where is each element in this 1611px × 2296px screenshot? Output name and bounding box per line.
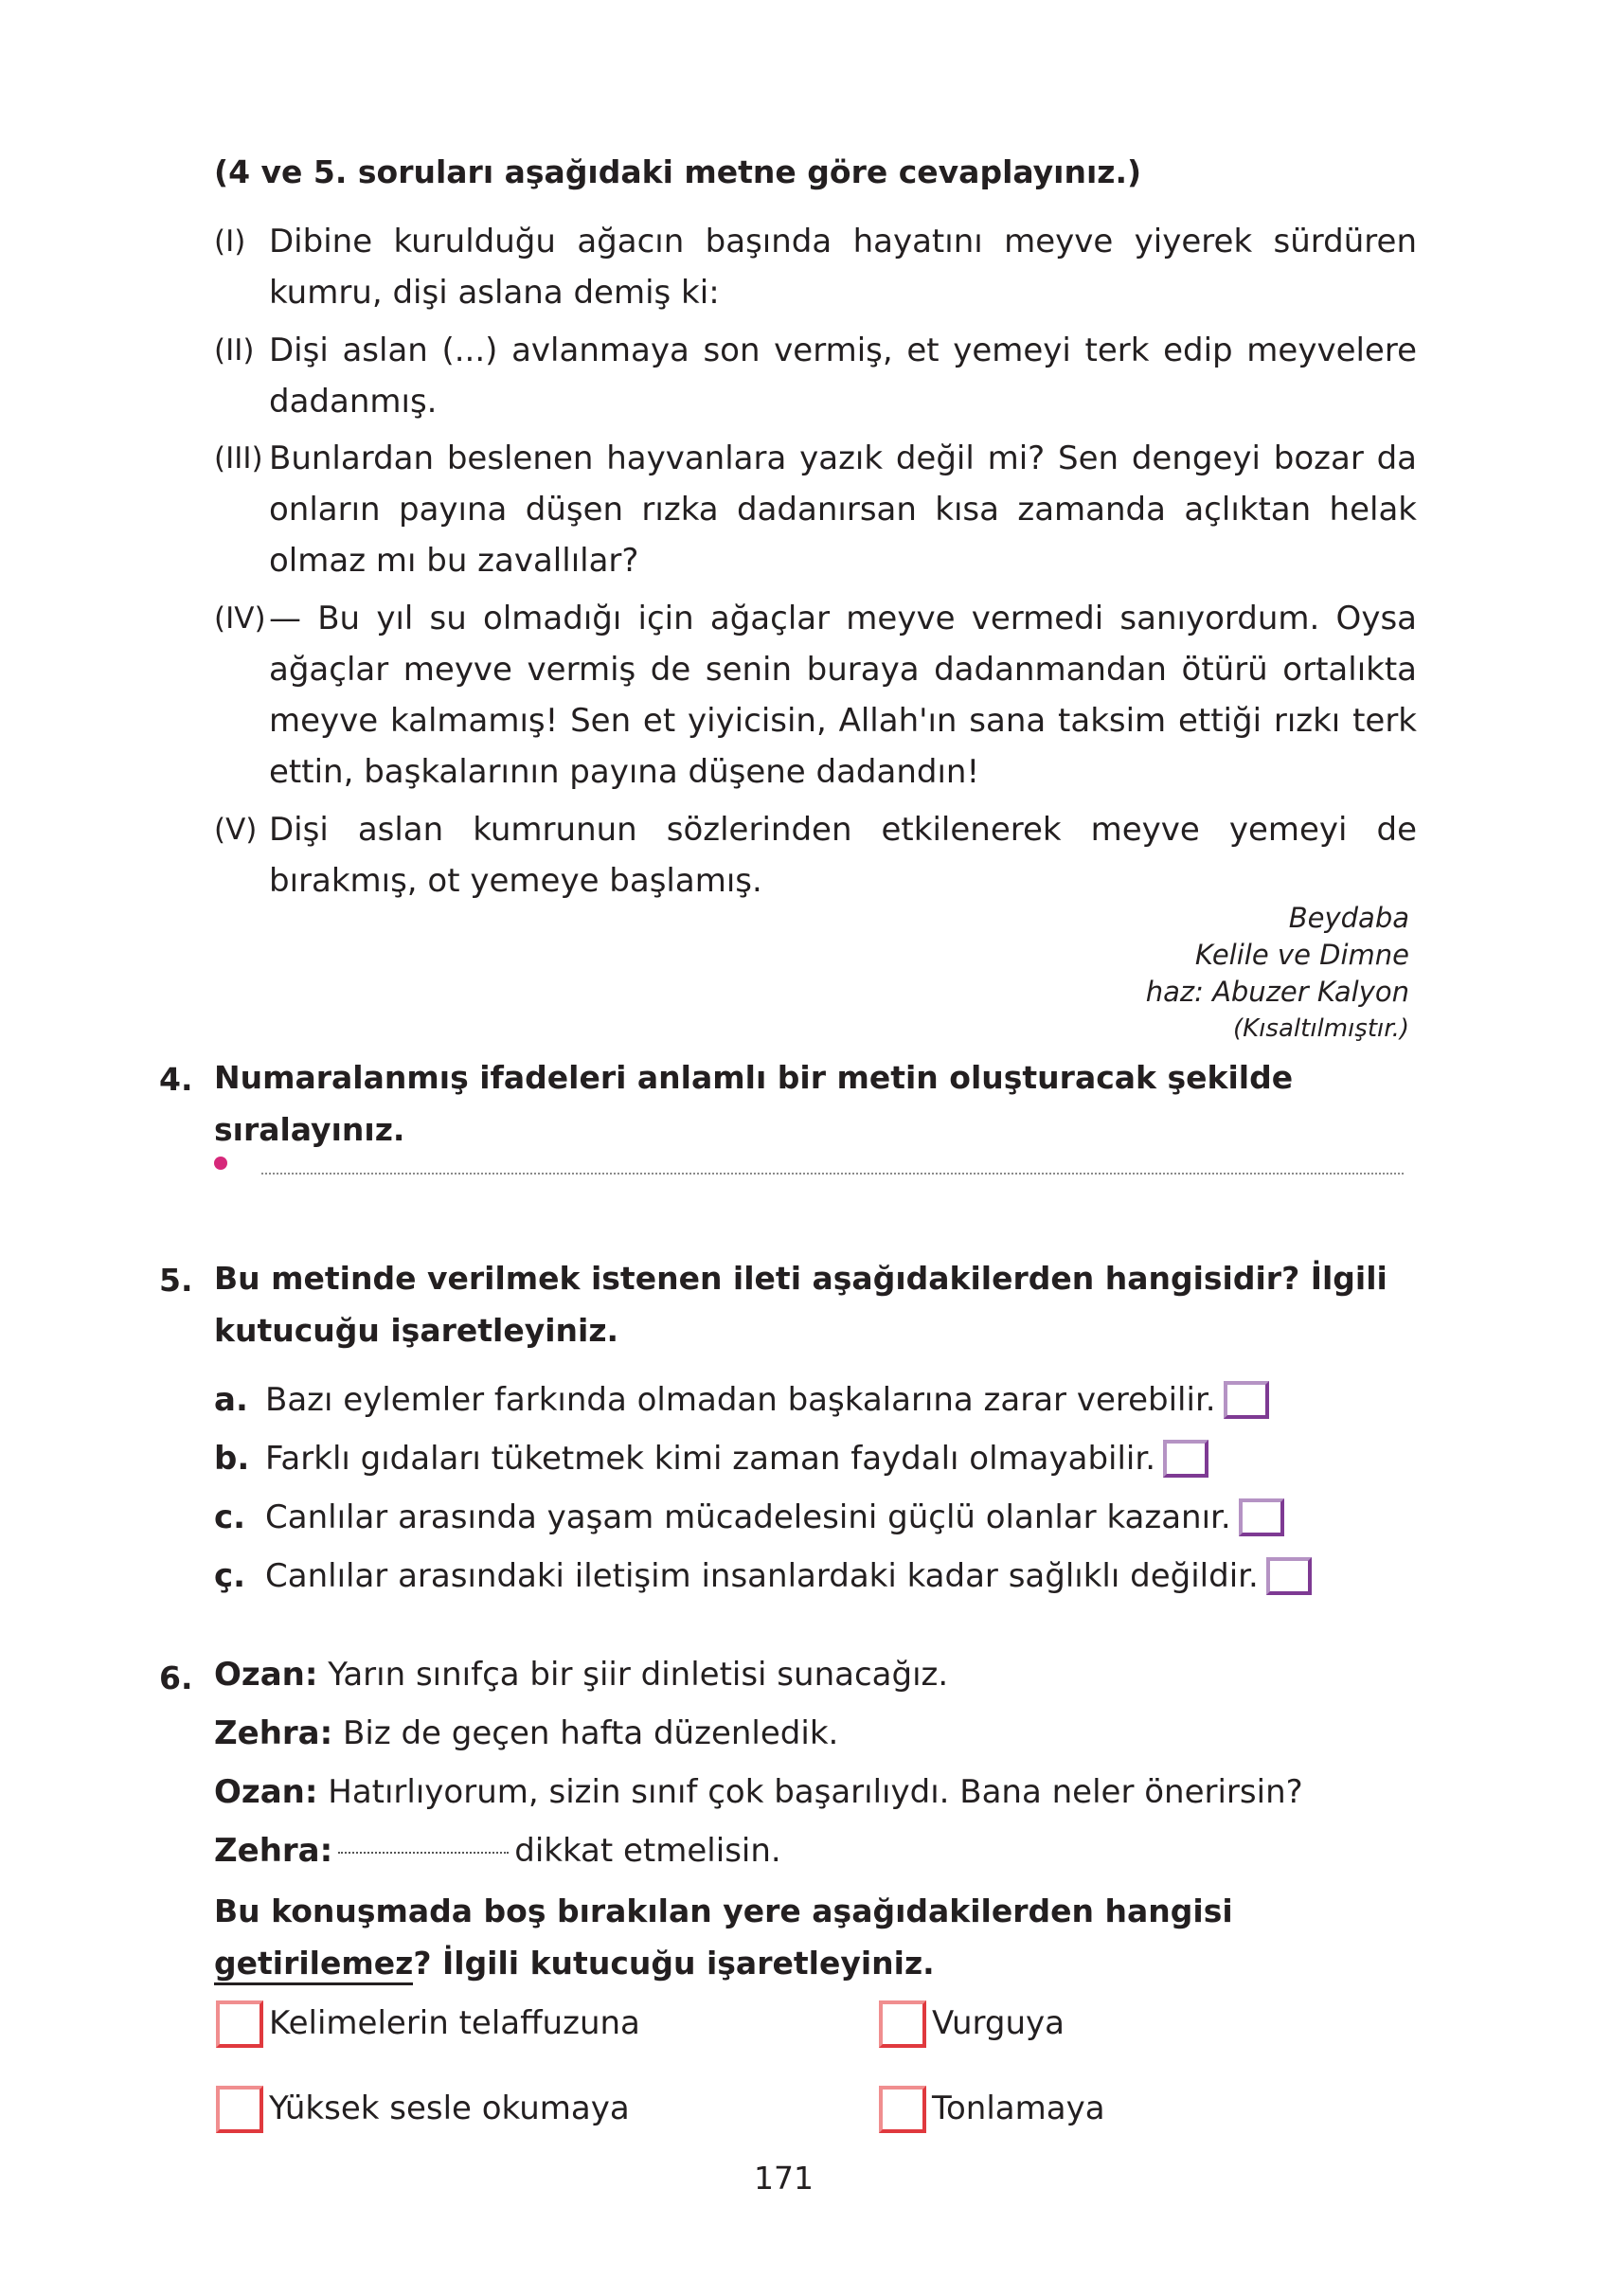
question-5-text: Bu metinde verilmek istenen ileti aşağıdakilerden hangisidir? İlgili kutucuğu işaretleyiniz.: [214, 1260, 1387, 1349]
option-b: [214, 1438, 1208, 1480]
speaker: Ozan:: [214, 1773, 318, 1811]
paragraph-number: (II): [214, 333, 255, 368]
paragraph-text: — Bu yıl su olmadığı için ağaçlar meyve vermedi sanıyordum. Oysa ağaçlar meyve vermiş de senin buraya dadanmandan ötürü ortalıkta meyve kalmamış! Sen et yiyicisin, Allah'ın sana taksim ettiği rızkı terk ettin, başkalarının payına düşene dadandın!: [269, 600, 1417, 791]
option-cc: [214, 1555, 1312, 1597]
source-editor: haz: Abuzer Kalyon: [1145, 976, 1409, 1008]
choice-2-label: Vurguya: [932, 2004, 1065, 2042]
question-4-number: 4.: [159, 1061, 193, 1098]
source-citation: [1146, 900, 1409, 1048]
question-6-text-before: Bu konuşmada boş bırakılan yere aşağıdakilerden hangisi: [214, 1892, 1233, 1929]
option-letter: ç.: [214, 1557, 246, 1595]
dialogue-text: Biz de geçen hafta düzenledik.: [343, 1714, 839, 1752]
option-text: Canlılar arasındaki iletişim insanlardaki kadar sağlıklı değildir.: [265, 1557, 1259, 1595]
option-cc-checkbox[interactable]: [1266, 1557, 1312, 1595]
option-a: [214, 1379, 1269, 1421]
paragraph-5: [214, 804, 1417, 906]
source-work: Kelile ve Dimne: [1194, 939, 1409, 971]
option-text: Farklı gıdaları tüketmek kimi zaman faydalı olmayabilir.: [265, 1440, 1156, 1478]
question-6-underlined: getirilemez: [214, 1945, 413, 1985]
blank-field[interactable]: [338, 1852, 509, 1854]
option-b-checkbox[interactable]: [1163, 1440, 1208, 1478]
dialogue-line-1: [214, 1654, 948, 1695]
option-a-checkbox[interactable]: [1224, 1381, 1269, 1419]
option-text: Bazı eylemler farkında olmadan başkalarına zarar verebilir.: [265, 1381, 1216, 1419]
source-author: Beydaba: [1288, 902, 1409, 934]
choice-3-checkbox[interactable]: [216, 2086, 263, 2133]
paragraph-number: (III): [214, 441, 263, 475]
paragraph-1: [214, 216, 1417, 318]
dialogue-text: Yarın sınıfça bir şiir dinletisi sunacağız.: [328, 1656, 949, 1694]
choice-4-checkbox[interactable]: [879, 2086, 926, 2133]
question-6-text: [214, 1885, 1417, 1989]
choice-1-checkbox[interactable]: [216, 2000, 263, 2048]
option-c-checkbox[interactable]: [1239, 1498, 1284, 1536]
instruction-heading: (4 ve 5. soruları aşağıdaki metne göre cevaplayınız.): [214, 153, 1142, 190]
option-letter: a.: [214, 1381, 248, 1419]
paragraph-text: Dişi aslan (...) avlanmaya son vermiş, et yemeyi terk edip meyvelere dadanmış.: [269, 332, 1417, 421]
source-note: (Kısaltılmıştır.): [1233, 1014, 1409, 1043]
answer-bullet: [214, 1157, 227, 1170]
choice-1-label: Kelimelerin telaffuzuna: [269, 2004, 640, 2042]
paragraph-number: (V): [214, 813, 258, 847]
page-number: 171: [754, 2160, 814, 2197]
question-6-text-after: ? İlgili kutucuğu işaretleyiniz.: [413, 1945, 935, 1982]
paragraph-3: [214, 433, 1417, 586]
question-5-number: 5.: [159, 1262, 193, 1299]
dialogue-line-2: [214, 1713, 838, 1754]
choice-2-checkbox[interactable]: [879, 2000, 926, 2048]
paragraph-text: Bunlardan beslenen hayvanlara yazık değil mi? Sen dengeyi bozar da onların payına düşen rızka dadanırsan kısa zamanda açlıktan helak olmaz mı bu zavallılar?: [269, 439, 1417, 580]
dialogue-text: dikkat etmelisin.: [514, 1832, 781, 1870]
paragraph-number: (IV): [214, 601, 266, 636]
speaker: Zehra:: [214, 1714, 333, 1752]
option-letter: c.: [214, 1498, 246, 1536]
choice-4-label: Tonlamaya: [932, 2090, 1105, 2127]
dialogue-line-4: [214, 1830, 781, 1872]
paragraph-4: [214, 593, 1417, 798]
speaker: Zehra:: [214, 1832, 333, 1870]
paragraph-text: Dişi aslan kumrunun sözlerinden etkilenerek meyve yemeyi de bırakmış, ot yemeye başlamış.: [269, 811, 1417, 900]
paragraph-text: Dibine kurulduğu ağacın başında hayatını meyve yiyerek sürdüren kumru, dişi aslana demiş ki:: [269, 223, 1417, 312]
paragraph-2: [214, 325, 1417, 427]
dialogue-text: Hatırlıyorum, sizin sınıf çok başarılıydı. Bana neler önerirsin?: [328, 1773, 1303, 1811]
option-letter: b.: [214, 1440, 250, 1478]
question-6-number: 6.: [159, 1659, 193, 1696]
dialogue-line-3: [214, 1771, 1303, 1813]
answer-line[interactable]: [261, 1173, 1404, 1175]
paragraph-number: (I): [214, 224, 246, 259]
speaker: Ozan:: [214, 1656, 318, 1694]
question-4-text: Numaralanmış ifadeleri anlamlı bir metin oluşturacak şekilde sıralayınız.: [214, 1059, 1294, 1148]
option-c: [214, 1497, 1284, 1538]
option-text: Canlılar arasında yaşam mücadelesini güçlü olanlar kazanır.: [265, 1498, 1231, 1536]
choice-3-label: Yüksek sesle okumaya: [269, 2090, 630, 2127]
